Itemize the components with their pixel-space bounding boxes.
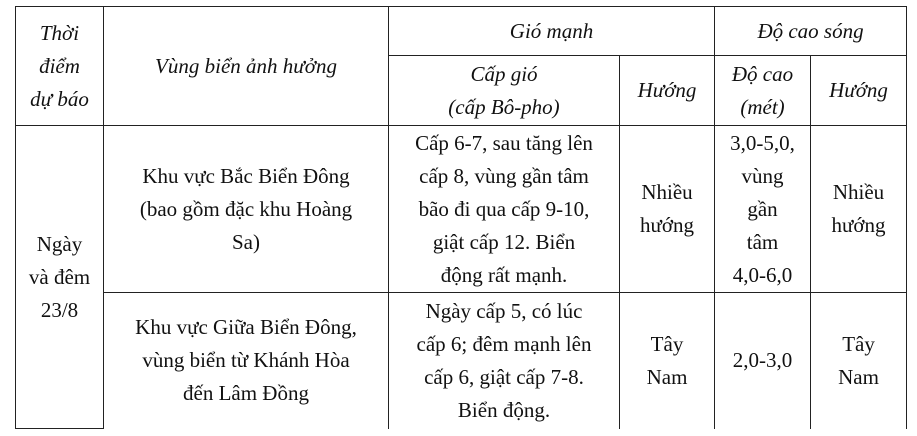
wind-level-cell: Cấp 6-7, sau tăng lên cấp 8, vùng gần tâm bão đi qua cấp 9-10, giật cấp 12. Biển động rất mạnh. [389,126,620,293]
header-strong-wind: Gió mạnh [389,7,715,56]
wind-level-cell: Ngày cấp 5, có lúc cấp 6; đêm mạnh lên cấp 6, giật cấp 7-8. Biển động. [389,293,620,429]
wave-direction-cell: Tây Nam [811,293,907,429]
header-wind-level: Cấp gió (cấp Bô-pho) [389,56,620,126]
header-wind-direction: Hướng [620,56,715,126]
table-row [16,293,907,429]
area-cell: Khu vực Giữa Biển Đông, vùng biển từ Khánh Hòa đến Lâm Đồng [104,293,389,429]
header-affected-area: Vùng biển ảnh hưởng [104,7,389,126]
header-wave-direction: Hướng [811,56,907,126]
header-wave-height: Độ cao sóng [715,7,907,56]
wave-direction-cell: Nhiều hướng [811,126,907,293]
wind-direction-cell: Tây Nam [620,293,715,429]
wave-height-cell: 3,0-5,0, vùng gần tâm 4,0-6,0 [715,126,811,293]
area-cell: Khu vực Bắc Biển Đông (bao gồm đặc khu Hoàng Sa) [104,126,389,293]
header-height-value: Độ cao (mét) [715,56,811,126]
forecast-table [15,6,907,429]
forecast-time-cell: Ngày và đêm 23/8 [16,126,104,429]
wave-height-cell: 2,0-3,0 [715,293,811,429]
wind-direction-cell: Nhiều hướng [620,126,715,293]
table-row [16,126,907,293]
header-forecast-time: Thời điểm dự báo [16,7,104,126]
